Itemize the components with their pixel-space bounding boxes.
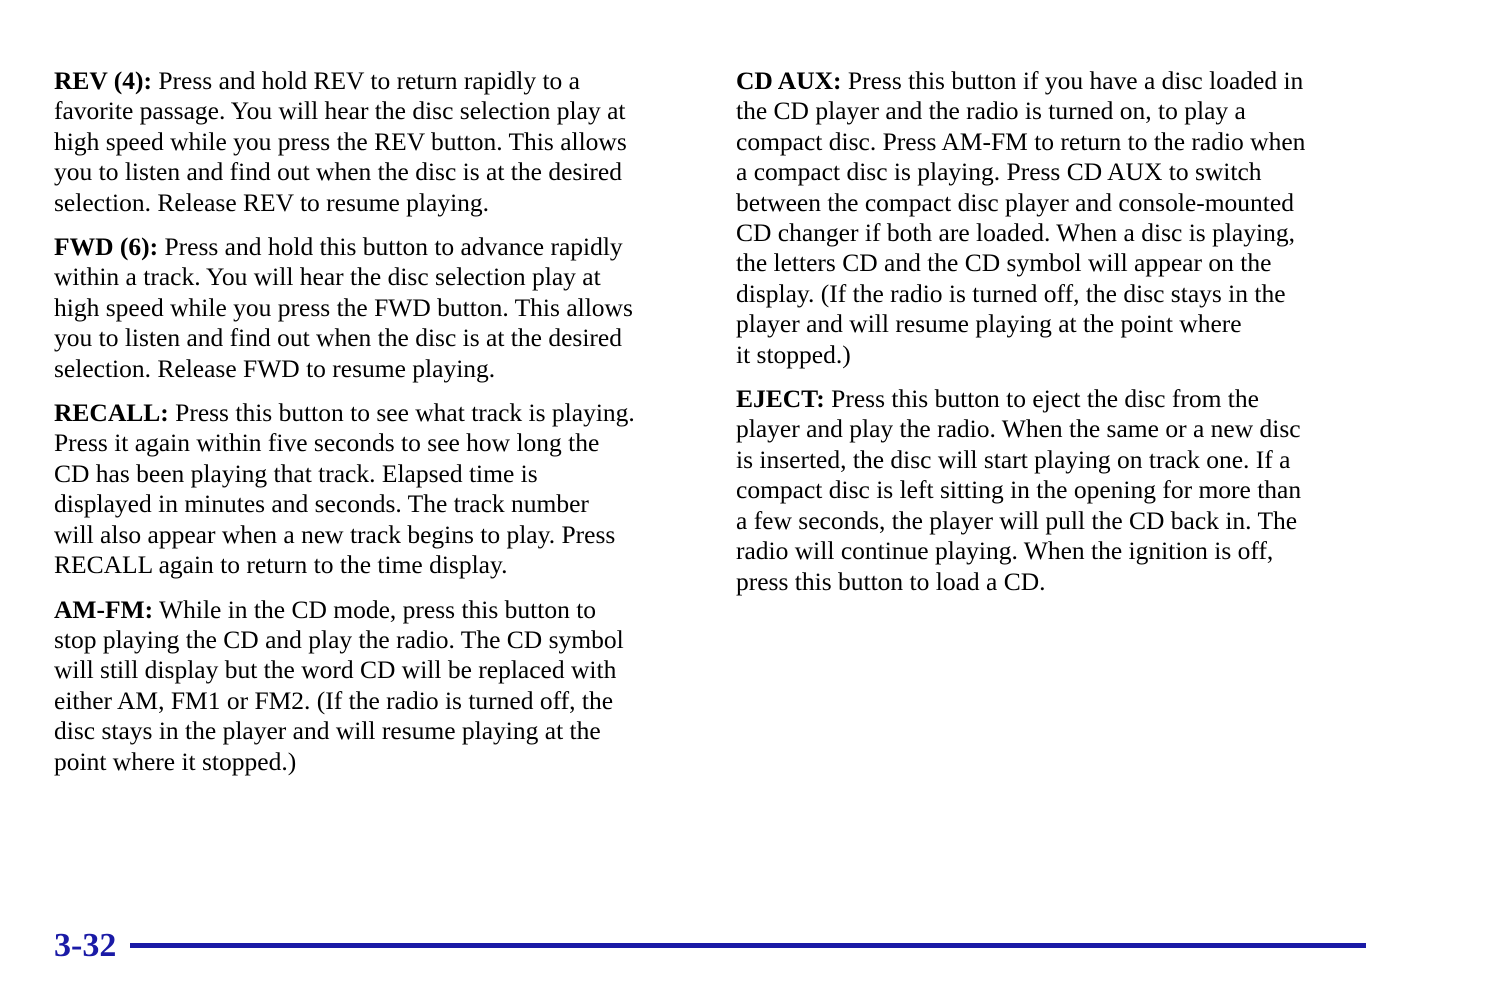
entry-eject bbox=[736, 384, 1386, 597]
entry-text: Press this button if you have a disc loaded in bbox=[841, 66, 1304, 95]
entry-line: radio will continue playing. When the ignition is off, bbox=[736, 536, 1274, 566]
entry-term: CD AUX: bbox=[736, 66, 842, 95]
right-column bbox=[736, 66, 1386, 611]
entry-line: CD changer if both are loaded. When a disc is playing, bbox=[736, 218, 1295, 248]
entry-line: CD has been playing that track. Elapsed time is bbox=[54, 458, 538, 488]
footer-rule bbox=[130, 943, 1366, 948]
entry-line: the letters CD and the CD symbol will appear on the bbox=[736, 248, 1272, 278]
entry-line: disc stays in the player and will resume playing at the bbox=[54, 716, 601, 746]
entry-text: Press and hold this button to advance rapidly bbox=[158, 232, 623, 262]
page-number: 3-32 bbox=[54, 927, 117, 964]
entry-line: player and play the radio. When the same or a new disc bbox=[736, 414, 1301, 444]
entry-line: display. (If the radio is turned off, the disc stays in the bbox=[736, 278, 1286, 308]
entry-line: you to listen and find out when the disc is at the desired bbox=[54, 323, 622, 353]
entry-line: point where it stopped.) bbox=[54, 746, 297, 776]
entry-rev bbox=[54, 66, 704, 218]
entry-term: REV (4): bbox=[54, 66, 152, 95]
entry-first-line bbox=[54, 232, 704, 262]
entry-line: either AM, FM1 or FM2. (If the radio is turned off, the bbox=[54, 685, 614, 715]
entry-line: stop playing the CD and play the radio. The CD symbol bbox=[54, 624, 624, 654]
entry-first-line bbox=[736, 384, 1386, 414]
entry-first-line bbox=[736, 66, 1386, 96]
entry-line: a few seconds, the player will pull the CD back in. The bbox=[736, 505, 1298, 535]
entry-fwd bbox=[54, 232, 704, 384]
entry-line: selection. Release REV to resume playing. bbox=[54, 187, 490, 217]
entry-term: EJECT: bbox=[736, 384, 825, 414]
entry-line: Press it again within five seconds to see how long the bbox=[54, 428, 600, 458]
entry-line: within a track. You will hear the disc selection play at bbox=[54, 262, 601, 292]
entry-line: player and will resume playing at the point where bbox=[736, 309, 1242, 339]
entry-text: Press this button to eject the disc from the bbox=[824, 384, 1259, 414]
entry-line: between the compact disc player and console-mounted bbox=[736, 187, 1294, 217]
entry-line: it stopped.) bbox=[736, 339, 851, 369]
entry-recall bbox=[54, 398, 704, 580]
entry-text: Press and hold REV to return rapidly to a bbox=[151, 66, 580, 95]
entry-am-fm bbox=[54, 595, 704, 777]
entry-line: is inserted, the disc will start playing on track one. If a bbox=[736, 444, 1291, 474]
entry-line: RECALL again to return to the time display. bbox=[54, 550, 508, 580]
entry-line: high speed while you press the REV button. This allows bbox=[54, 126, 627, 156]
entry-line: will still display but the word CD will be replaced with bbox=[54, 655, 617, 685]
entry-cd-aux bbox=[736, 66, 1386, 370]
entry-line: the CD player and the radio is turned on, to play a bbox=[736, 96, 1246, 126]
left-column bbox=[54, 66, 704, 791]
entry-term: AM-FM: bbox=[54, 594, 154, 624]
entry-line: favorite passage. You will hear the disc selection play at bbox=[54, 96, 626, 126]
entry-term: FWD (6): bbox=[54, 232, 159, 262]
entry-line: a compact disc is playing. Press CD AUX to switch bbox=[736, 157, 1262, 187]
entry-first-line bbox=[54, 595, 704, 625]
page-footer bbox=[54, 926, 1366, 966]
entry-term: RECALL: bbox=[54, 398, 169, 428]
entry-line: press this button to load a CD. bbox=[736, 566, 1046, 596]
entry-line: compact disc. Press AM-FM to return to the radio when bbox=[736, 126, 1306, 156]
entry-first-line bbox=[54, 398, 704, 428]
entry-line: will also appear when a new track begins to play. Press bbox=[54, 519, 616, 549]
entry-line: high speed while you press the FWD button. This allows bbox=[54, 292, 633, 322]
entry-line: displayed in minutes and seconds. The track number bbox=[54, 489, 589, 519]
entry-text: Press this button to see what track is playing. bbox=[168, 398, 635, 428]
entry-line: selection. Release FWD to resume playing. bbox=[54, 353, 496, 383]
entry-first-line bbox=[54, 66, 704, 96]
entry-text: While in the CD mode, press this button to bbox=[153, 594, 597, 624]
entry-line: compact disc is left sitting in the opening for more than bbox=[736, 475, 1302, 505]
entry-line: you to listen and find out when the disc is at the desired bbox=[54, 157, 622, 187]
